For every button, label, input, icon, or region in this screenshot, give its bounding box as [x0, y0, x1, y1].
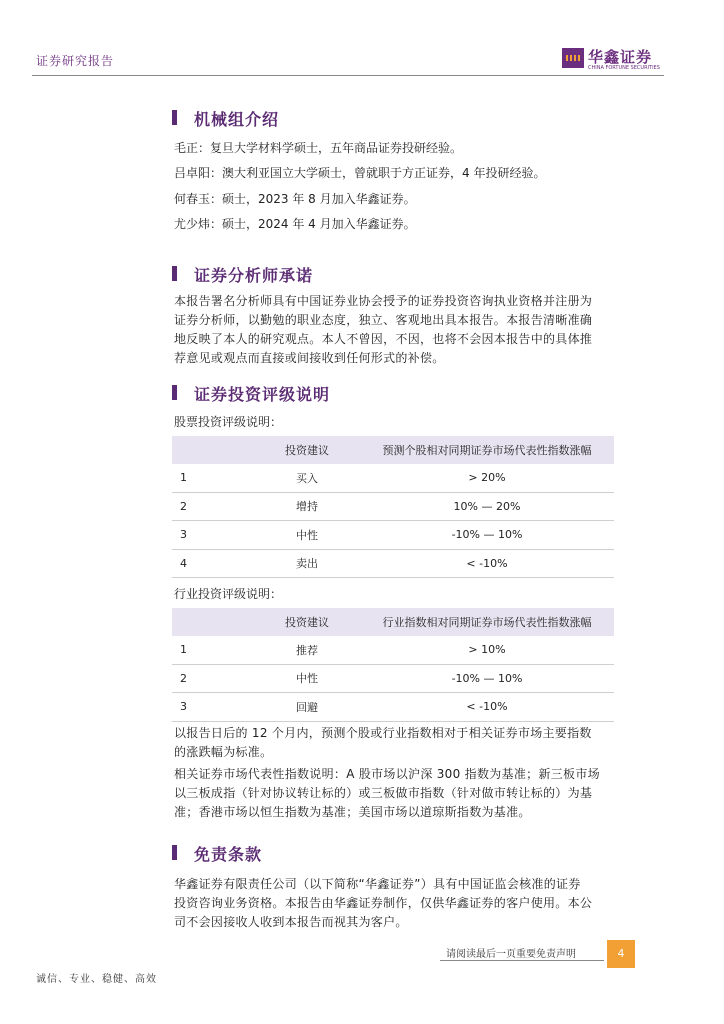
- text-line: 以报告日后的 12 个月内，预测个股或行业指数相对于相关证券市场主要指数: [174, 726, 592, 740]
- table-row: [172, 664, 614, 693]
- table-cell: 3: [172, 693, 254, 722]
- table-row: [172, 521, 614, 550]
- section-bar-icon: [172, 385, 177, 400]
- table-cell: 2: [172, 664, 254, 693]
- text-line: 以三板成指（针对协议转让标的）或三板做市指数（针对做市转让标的）为基: [174, 786, 593, 800]
- report-type-label: 证券研究报告: [36, 54, 115, 68]
- page-number: 4: [607, 940, 635, 968]
- table-cell: 10% — 20%: [360, 492, 614, 521]
- table-header-cell: 投资建议: [254, 436, 360, 464]
- table-cell: 3: [172, 521, 254, 550]
- footer-disclaimer-note: 请阅读最后一页重要免责声明: [446, 949, 576, 960]
- team-member: 尤少炜：硕士，2024 年 4 月加入华鑫证券。: [174, 217, 416, 231]
- table-cell: 2: [172, 492, 254, 521]
- text-line: 本报告署名分析师具有中国证券业协会授予的证券投资咨询执业资格并注册为: [174, 294, 593, 308]
- table-row: [172, 693, 614, 722]
- table-row: [172, 636, 614, 664]
- table-cell: > 10%: [360, 636, 614, 664]
- header-divider: [32, 75, 664, 76]
- table-header-row: [172, 608, 614, 636]
- table-cell: > 20%: [360, 464, 614, 492]
- text-line: 的涨跌幅为标准。: [174, 745, 273, 759]
- text-line: 投资咨询业务资格。本报告由华鑫证券制作，仅供华鑫证券的客户使用。本公: [174, 896, 593, 910]
- stock-rating-table: [172, 436, 614, 578]
- table-cell: 回避: [254, 693, 360, 722]
- text-line: 荐意见或观点而直接或间接收到任何形式的补偿。: [174, 351, 445, 365]
- logo-name: 华鑫证券: [588, 48, 653, 66]
- market-index-paragraph: [174, 765, 614, 822]
- table-cell: 卖出: [254, 549, 360, 578]
- team-section-title: 机械组介绍: [194, 110, 280, 129]
- table-cell: < -10%: [360, 549, 614, 578]
- table-cell: 增持: [254, 492, 360, 521]
- table-header-cell: 投资建议: [254, 608, 360, 636]
- table-row: [172, 464, 614, 492]
- company-logo: [562, 46, 662, 72]
- stock-rating-label: 股票投资评级说明：: [174, 415, 283, 429]
- table-cell: 1: [172, 464, 254, 492]
- disclaimer-paragraph: [174, 875, 614, 932]
- table-cell: 买入: [254, 464, 360, 492]
- team-member: 吕卓阳：澳大利亚国立大学硕士，曾就职于方正证券，4 年投研经验。: [174, 166, 546, 180]
- footer-divider: [440, 960, 604, 961]
- table-header-cell: 预测个股相对同期证券市场代表性指数涨幅: [360, 436, 614, 464]
- table-header-cell: [172, 608, 254, 636]
- text-line: 证券分析师，以勤勉的职业态度，独立、客观地出具本报告。本报告清晰准确: [174, 313, 593, 327]
- table-cell: 4: [172, 549, 254, 578]
- industry-rating-table: [172, 608, 614, 722]
- table-cell: 1: [172, 636, 254, 664]
- logo-english-name: CHINA FORTUNE SECURITIES: [588, 65, 660, 71]
- table-header-row: [172, 436, 614, 464]
- rating-section-title: 证券投资评级说明: [194, 385, 331, 404]
- text-line: 地反映了本人的研究观点。本人不曾因，不因，也将不会因本报告中的具体推: [174, 332, 593, 346]
- table-header-cell: 行业指数相对同期证券市场代表性指数涨幅: [360, 608, 614, 636]
- section-bar-icon: [172, 845, 177, 860]
- table-cell: 中性: [254, 664, 360, 693]
- commitment-section-title: 证券分析师承诺: [194, 266, 314, 285]
- rating-note-paragraph: [174, 724, 614, 762]
- team-member: 毛正：复旦大学材料学硕士，五年商品证券投研经验。: [174, 141, 463, 155]
- logo-mark-icon: [562, 48, 584, 68]
- industry-rating-label: 行业投资评级说明：: [174, 587, 283, 601]
- section-bar-icon: [172, 110, 177, 125]
- table-header-cell: [172, 436, 254, 464]
- commitment-paragraph: [174, 292, 614, 368]
- table-row: [172, 549, 614, 578]
- table-cell: -10% — 10%: [360, 664, 614, 693]
- table-row: [172, 492, 614, 521]
- disclaimer-section-title: 免责条款: [194, 845, 263, 864]
- team-member: 何春玉：硕士，2023 年 8 月加入华鑫证券。: [174, 192, 416, 206]
- table-cell: 推荐: [254, 636, 360, 664]
- table-cell: < -10%: [360, 693, 614, 722]
- table-cell: -10% — 10%: [360, 521, 614, 550]
- table-cell: 中性: [254, 521, 360, 550]
- text-line: 司不会因接收人收到本报告而视其为客户。: [174, 915, 408, 929]
- text-line: 相关证券市场代表性指数说明：A 股市场以沪深 300 指数为基准；新三板市场: [174, 767, 600, 781]
- text-line: 华鑫证券有限责任公司（以下简称“华鑫证券”）具有中国证监会核准的证券: [174, 877, 581, 891]
- company-motto: 诚信、专业、稳健、高效: [36, 974, 157, 985]
- section-bar-icon: [172, 266, 177, 281]
- text-line: 准；香港市场以恒生指数为基准；美国市场以道琼斯指数为基准。: [174, 805, 531, 819]
